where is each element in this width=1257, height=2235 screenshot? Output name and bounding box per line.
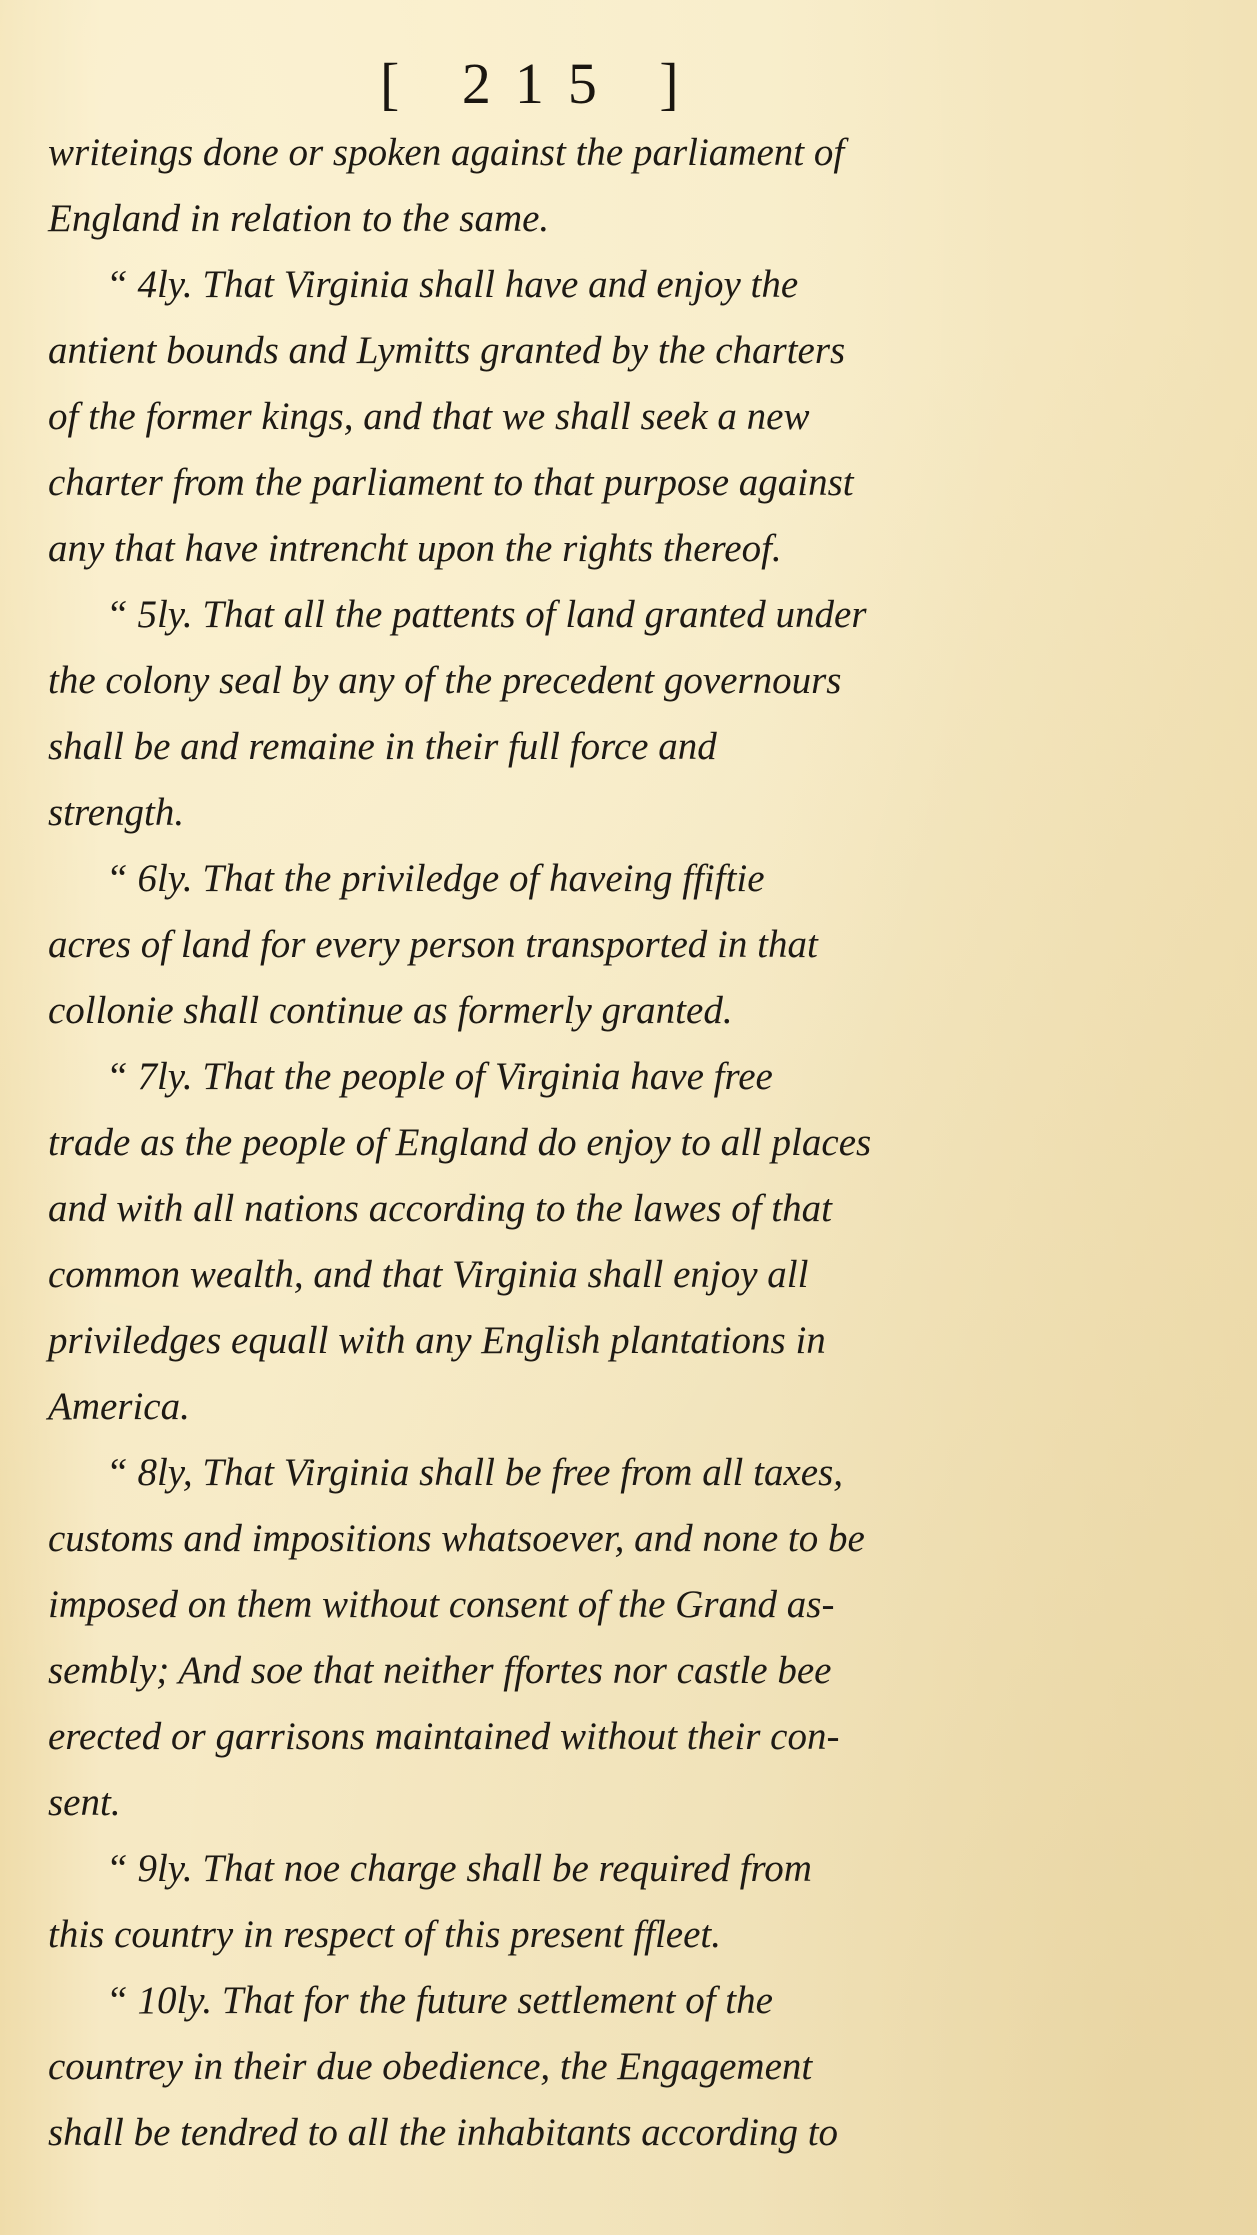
text-line: customs and impositions whatsoever, and none to be <box>48 1517 865 1560</box>
text-line: the colony seal by any of the precedent governours <box>48 659 842 702</box>
text-line: America. <box>48 1385 190 1428</box>
text-line: imposed on them without consent of the Grand as- <box>48 1583 835 1626</box>
text-line: countrey in their due obedience, the Engagement <box>48 2045 813 2088</box>
text-line: “ 6ly. That the priviledge of haveing ffiftie <box>106 857 765 900</box>
text-line: of the former kings, and that we shall seek a new <box>48 395 810 438</box>
text-line: “ 5ly. That all the pattents of land granted under <box>106 593 867 636</box>
text-line: strength. <box>48 791 185 834</box>
text-line: collonie shall continue as formerly granted. <box>48 989 733 1032</box>
text-line: common wealth, and that Virginia shall enjoy all <box>48 1253 809 1296</box>
text-line: any that have intrencht upon the rights thereof. <box>48 527 782 570</box>
text-line: erected or garrisons maintained without their con- <box>48 1715 840 1758</box>
text-line: this country in respect of this present ffleet. <box>48 1913 721 1956</box>
text-line: “ 10ly. That for the future settlement of the <box>106 1979 773 2022</box>
text-line: sembly; And soe that neither ffortes nor castle bee <box>48 1649 832 1692</box>
body-text <box>48 120 1028 2166</box>
text-line: and with all nations according to the lawes of that <box>48 1187 832 1230</box>
text-line: “ 8ly, That Virginia shall be free from all taxes, <box>106 1451 844 1494</box>
page-number: [ 215 ] <box>380 51 703 116</box>
text-line: “ 7ly. That the people of Virginia have free <box>106 1055 773 1098</box>
text-line: trade as the people of England do enjoy to all places <box>48 1121 872 1164</box>
text-line: writeings done or spoken against the parliament of <box>48 131 845 174</box>
text-line: sent. <box>48 1781 121 1824</box>
text-line: priviledges equall with any English plantations in <box>48 1319 826 1362</box>
text-line: shall be and remaine in their full force and <box>48 725 717 768</box>
text-line: “ 9ly. That noe charge shall be required from <box>106 1847 812 1890</box>
text-line: shall be tendred to all the inhabitants according to <box>48 2111 839 2154</box>
text-line: acres of land for every person transported in that <box>48 923 818 966</box>
text-line: “ 4ly. That Virginia shall have and enjoy the <box>106 263 799 306</box>
text-line: antient bounds and Lymitts granted by the charters <box>48 329 846 372</box>
text-line: England in relation to the same. <box>48 197 550 240</box>
text-line: charter from the parliament to that purpose against <box>48 461 854 504</box>
